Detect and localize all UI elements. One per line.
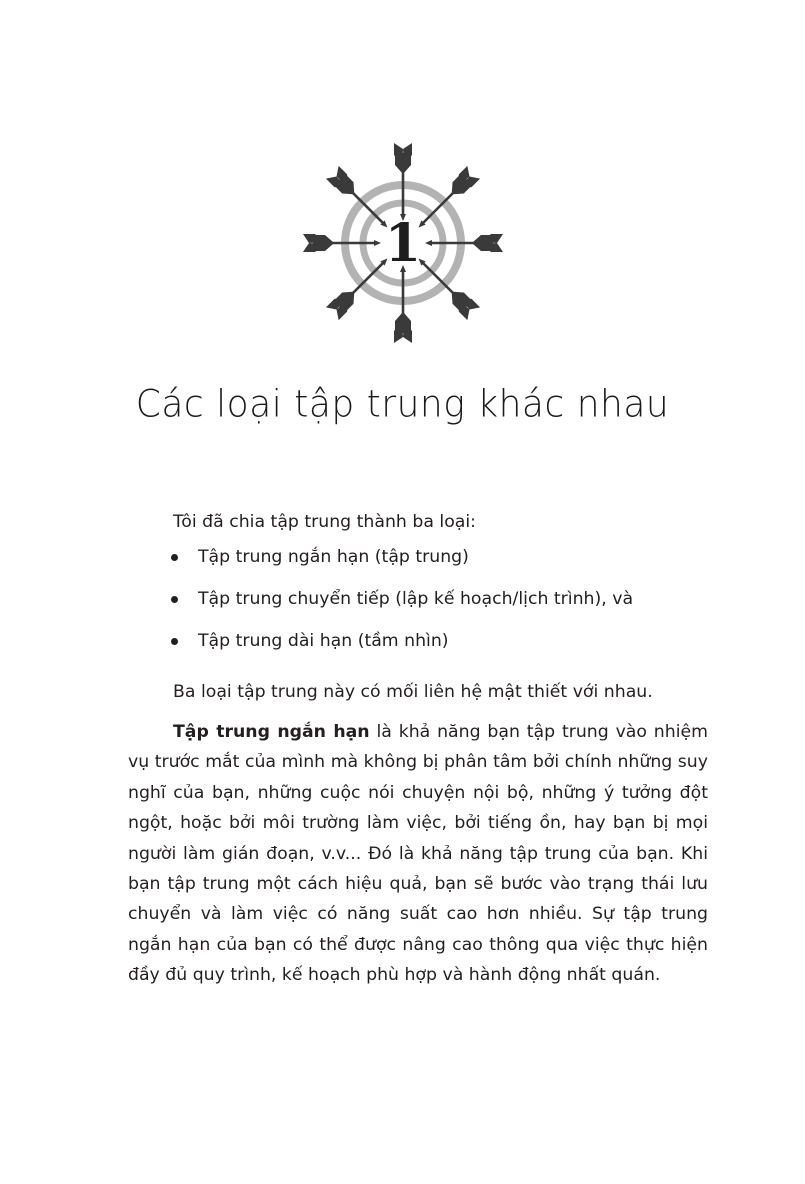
target-arrows-icon xyxy=(303,143,503,343)
chapter-number: 1 xyxy=(384,213,422,274)
bold-term: Tập trung ngắn hạn xyxy=(173,722,370,742)
relation-paragraph: Ba loại tập trung này có mối liên hệ mật thiết với nhau. xyxy=(173,682,653,702)
list-item: Tập trung ngắn hạn (tập trung) xyxy=(168,543,633,585)
list-item: Tập trung chuyển tiếp (lập kế hoạch/lịch trình), và xyxy=(168,585,633,627)
chapter-emblem xyxy=(303,143,503,343)
bullet-icon xyxy=(171,596,178,603)
list-item: Tập trung dài hạn (tầm nhìn) xyxy=(168,627,633,669)
bullet-icon xyxy=(171,638,178,645)
intro-text: Tôi đã chia tập trung thành ba loại: xyxy=(173,512,476,532)
focus-types-list xyxy=(168,543,633,669)
chapter-title: Các loại tập trung khác nhau xyxy=(135,382,670,427)
short-term-focus-paragraph: Tập trung ngắn hạn là khả năng bạn tập trung vào nhiệm vụ trước mắt của mình mà không bị phân tâm bởi chính những suy nghĩ của bạn, những cuộc nói chuyện nội bộ, những ý tưởng đột ngột, hoặc bởi môi trường làm việc, bởi tiếng ồn, hay bạn bị mọi người làm gián đoạn, v.v... Đó là khả năng tập trung của bạn. Khi bạn tập trung một cách hiệu quả, bạn sẽ bước vào trạng thái lưu chuyển và làm việc có năng suất cao hơn nhiều. Sự tập trung ngắn hạn của bạn có thể được nâng cao thông qua việc thực hiện đầy đủ quy trình, kế hoạch phù hợp và hành động nhất quán. xyxy=(128,722,708,986)
bullet-icon xyxy=(171,554,178,561)
